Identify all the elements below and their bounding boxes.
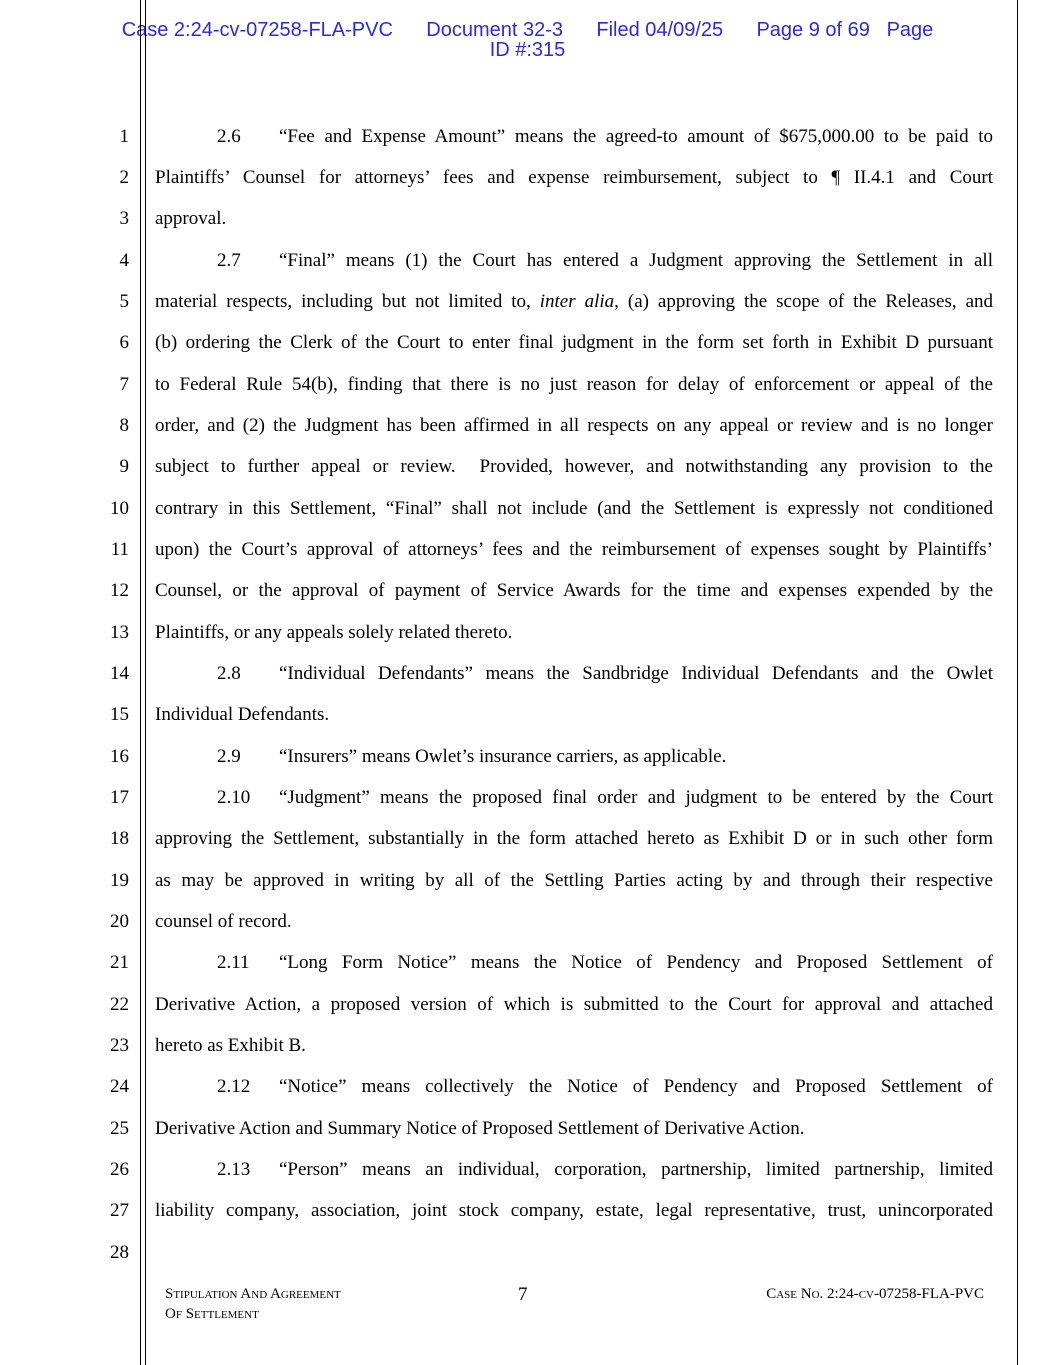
line-number: 22 [110, 994, 129, 1015]
paragraph-2-7-line: 2.7 “Final” means (1) the Court has entered a Judgment approving the Settlement in all [217, 250, 993, 271]
left-margin-rule-inner [145, 0, 146, 1365]
section-number: 2.12 [217, 1076, 251, 1097]
paragraph-2-11-line: Derivative Action, a proposed version of which is submitted to the Court for approval and attached [155, 994, 993, 1015]
paragraph-2-7-line: to Federal Rule 54(b), finding that there is no just reason for delay of enforcement or appeal of the [155, 374, 993, 395]
header-filed: Filed 04/09/25 [596, 19, 724, 41]
line-number: 3 [119, 208, 129, 229]
line-number: 1 [119, 126, 129, 147]
paragraph-2-10-line: approving the Settlement, substantially in the form attached hereto as Exhibit D or in such other form [155, 828, 993, 849]
footer-page-number: 7 [518, 1284, 528, 1305]
paragraph-2-6-line: 2.6 “Fee and Expense Amount” means the agreed-to amount of $675,000.00 to be paid to [217, 126, 993, 147]
line-number: 4 [119, 250, 129, 271]
footer-document-title: Stipulation And Agreement Of Settlement [165, 1286, 341, 1322]
line-number: 7 [119, 374, 129, 395]
line-number: 16 [110, 746, 129, 767]
italic-term: inter alia [539, 291, 615, 312]
paragraph-2-10-line: as may be approved in writing by all of the Settling Parties acting by and through their respective [155, 870, 993, 891]
line-number: 5 [119, 291, 129, 312]
paragraph-2-8-line: 2.8 “Individual Defendants” means the Sandbridge Individual Defendants and the Owlet [217, 663, 993, 684]
line-number: 15 [110, 704, 129, 725]
line-number: 6 [119, 332, 129, 353]
line-number: 9 [119, 456, 129, 477]
paragraph-2-11-line: hereto as Exhibit B. [155, 1035, 306, 1056]
header-case: Case 2:24-cv-07258-FLA-PVC [121, 19, 393, 41]
line-number: 14 [110, 663, 129, 684]
line-number: 19 [110, 870, 129, 891]
paragraph-2-7-line: material respects, including but not limited to, inter alia, (a) approving the scope of the Releases, and [155, 291, 993, 312]
line-number: 25 [110, 1118, 129, 1139]
section-number: 2.6 [217, 126, 241, 147]
paragraph-2-6-line: approval. [155, 208, 227, 229]
paragraph-2-12-line: Derivative Action and Summary Notice of Proposed Settlement of Derivative Action. [155, 1118, 805, 1139]
line-number: 21 [110, 952, 129, 973]
paragraph-2-10-line: counsel of record. [155, 911, 292, 932]
line-number: 13 [110, 622, 129, 643]
line-number: 20 [110, 911, 129, 932]
paragraph-2-7-line: Plaintiffs, or any appeals solely related thereto. [155, 622, 513, 643]
line-number: 8 [119, 415, 129, 436]
header-page-word: Page [886, 19, 934, 41]
section-number: 2.13 [217, 1159, 251, 1180]
line-number: 23 [110, 1035, 129, 1056]
line-number: 26 [110, 1159, 129, 1180]
paragraph-2-7-line: (b) ordering the Clerk of the Court to enter final judgment in the form set forth in Exhibit D pursuant [155, 332, 993, 353]
header-page-id: ID #:315 [489, 39, 566, 61]
line-number: 27 [110, 1200, 129, 1221]
document-header [0, 20, 1055, 60]
paragraph-2-13-line: liability company, association, joint stock company, estate, legal representative, trust, unincorporated [155, 1200, 993, 1221]
line-number: 11 [110, 539, 129, 560]
section-number: 2.10 [217, 787, 251, 808]
header-row [0, 20, 1055, 40]
paragraph-2-13-line: 2.13 “Person” means an individual, corporation, partnership, limited partnership, limited [217, 1159, 993, 1180]
footer-case-number: Case No. 2:24-cv-07258-FLA-PVC [766, 1286, 984, 1302]
section-number: 2.9 [217, 746, 241, 767]
header-document: Document 32-3 [426, 19, 564, 41]
paragraph-2-7-line: contrary in this Settlement, “Final” shall not include (and the Settlement is expressly not conditioned [155, 498, 993, 519]
section-number: 2.7 [217, 250, 241, 271]
line-number: 10 [110, 498, 129, 519]
line-number: 24 [110, 1076, 129, 1097]
paragraph-2-7-line: upon) the Court’s approval of attorneys’ fees and the reimbursement of expenses sought by Plaintiffs’ [155, 539, 993, 560]
paragraph-2-6-line: Plaintiffs’ Counsel for attorneys’ fees and expense reimbursement, subject to ¶ II.4.1 and Court [155, 167, 993, 188]
left-margin-rule-outer [140, 0, 141, 1365]
paragraph-2-7-line: order, and (2) the Judgment has been affirmed in all respects on any appeal or review and is no longer [155, 415, 993, 436]
section-number: 2.8 [217, 663, 241, 684]
section-number: 2.11 [217, 952, 250, 973]
paragraph-2-7-line: subject to further appeal or review. Provided, however, and notwithstanding any provision to the [155, 456, 993, 477]
paragraph-2-10-line: 2.10 “Judgment” means the proposed final order and judgment to be entered by the Court [217, 787, 993, 808]
right-margin-rule [1017, 0, 1018, 1365]
paragraph-2-11-line: 2.11 “Long Form Notice” means the Notice of Pendency and Proposed Settlement of [217, 952, 993, 973]
header-page: Page 9 of 69 [756, 19, 870, 41]
line-number: 17 [110, 787, 129, 808]
line-number: 18 [110, 828, 129, 849]
paragraph-2-9-line: 2.9 “Insurers” means Owlet’s insurance carriers, as applicable. [217, 746, 727, 767]
paragraph-2-7-line: Counsel, or the approval of payment of Service Awards for the time and expenses expended by the [155, 580, 993, 601]
line-number: 28 [110, 1242, 129, 1263]
line-number: 2 [119, 167, 129, 188]
paragraph-2-12-line: 2.12 “Notice” means collectively the Notice of Pendency and Proposed Settlement of [217, 1076, 993, 1097]
line-number: 12 [110, 580, 129, 601]
paragraph-2-8-line: Individual Defendants. [155, 704, 330, 725]
